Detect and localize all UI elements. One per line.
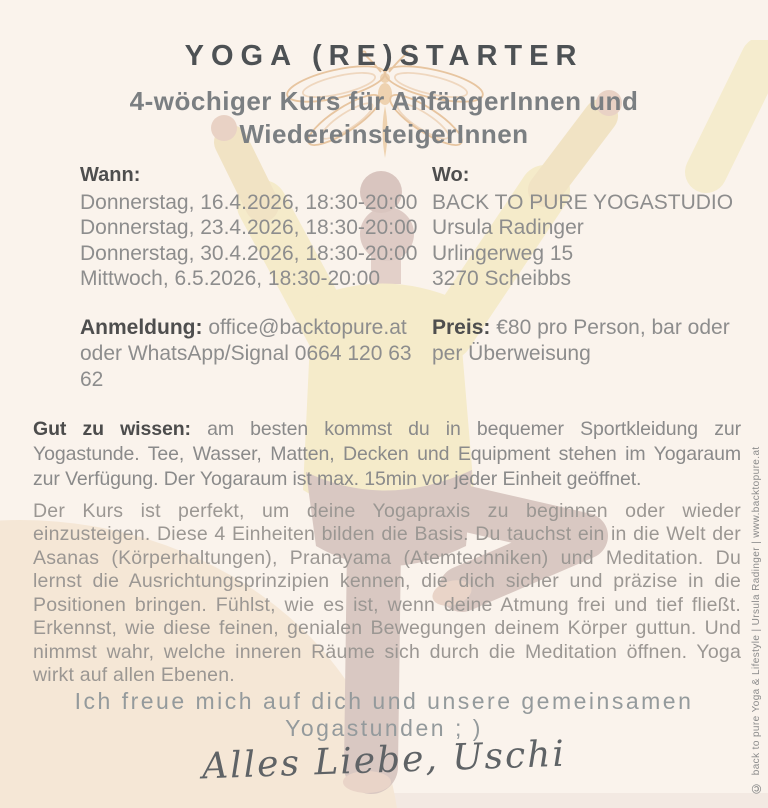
- good-to-know-text: am besten kommst du in bequemer Sportkleidung zur Yogastunde. Tee, Wasser, Matten, Decken und Equipment stehen im Yogaraum zur Verfügung. Der Yogaraum ist max. 15min vor jeder Einheit geöffnet.: [33, 417, 741, 490]
- flyer: [0, 40, 768, 808]
- when-section: [80, 164, 432, 292]
- when-date: Donnerstag, 23.4.2026, 18:30-20:00: [80, 216, 418, 239]
- price-block: [432, 315, 740, 393]
- good-to-know-label: Gut zu wissen:: [33, 417, 191, 440]
- page-subtitle: 4-wöchiger Kurs für AnfängerInnen und WiedereinsteigerInnen: [129, 86, 639, 149]
- where-section: [432, 164, 740, 292]
- when-date: Donnerstag, 16.4.2026, 18:30-20:00: [80, 190, 418, 214]
- where-line: BACK TO PURE YOGASTUDIO: [432, 190, 734, 214]
- when-where-section: [80, 164, 740, 292]
- price-text: €80 pro Person, bar oder per Überweisung: [432, 315, 730, 365]
- credit-text: back to pure Yoga & Lifestyle | Ursula Radinger | www.backtopure.at: [751, 445, 762, 775]
- page-title: YOGA (RE)STARTER: [184, 40, 584, 72]
- copyright-credit: [749, 446, 764, 796]
- copyright-icon: ©: [749, 780, 764, 796]
- closing-message: Ich freue mich auf dich und unsere gemeinsamen Yogastunden ; ): [74, 687, 694, 741]
- where-line: Ursula Radinger: [432, 216, 584, 239]
- where-line: 3270 Scheibbs: [432, 267, 571, 290]
- where-label: Wo:: [432, 163, 470, 186]
- when-label: Wann:: [80, 163, 141, 186]
- registration-price-section: [80, 315, 740, 393]
- good-to-know-paragraph: [33, 417, 741, 492]
- when-date: Mittwoch, 6.5.2026, 18:30-20:00: [80, 267, 381, 290]
- when-date: Donnerstag, 30.4.2026, 18:30-20:00: [80, 241, 418, 265]
- registration-text: office@backtopure.at oder WhatsApp/Signal 0664 120 63 62: [80, 315, 412, 391]
- registration-block: [80, 315, 432, 393]
- registration-label: Anmeldung:: [80, 315, 203, 339]
- where-line: Urlingerweg 15: [432, 241, 574, 265]
- signature: Alles Liebe, Uschi: [201, 733, 567, 787]
- course-description: Der Kurs ist perfekt, um deine Yogapraxis zu beginnen oder wieder einzusteigen. Diese 4 Einheiten bilden die Basis. Du tauchst ein in die Welt der Asanas (Körperhaltungen), Pranayama (Atemtechniken) und Meditation. Du lernst die Ausrichtungsprinzipien kennen, die dich sicher und präzise in die Positionen bringen. Fühlst, wie es ist, wenn deine Atmung frei und tief fließt. Erkennst, wie diese feinen, genialen Bewegungen deinem Körper guttun. Und nimmst wahr, welche inneren Räume sich durch die Meditation öffnen. Yoga wirkt auf allen Ebenen.: [33, 499, 741, 686]
- price-label: Preis:: [432, 315, 491, 339]
